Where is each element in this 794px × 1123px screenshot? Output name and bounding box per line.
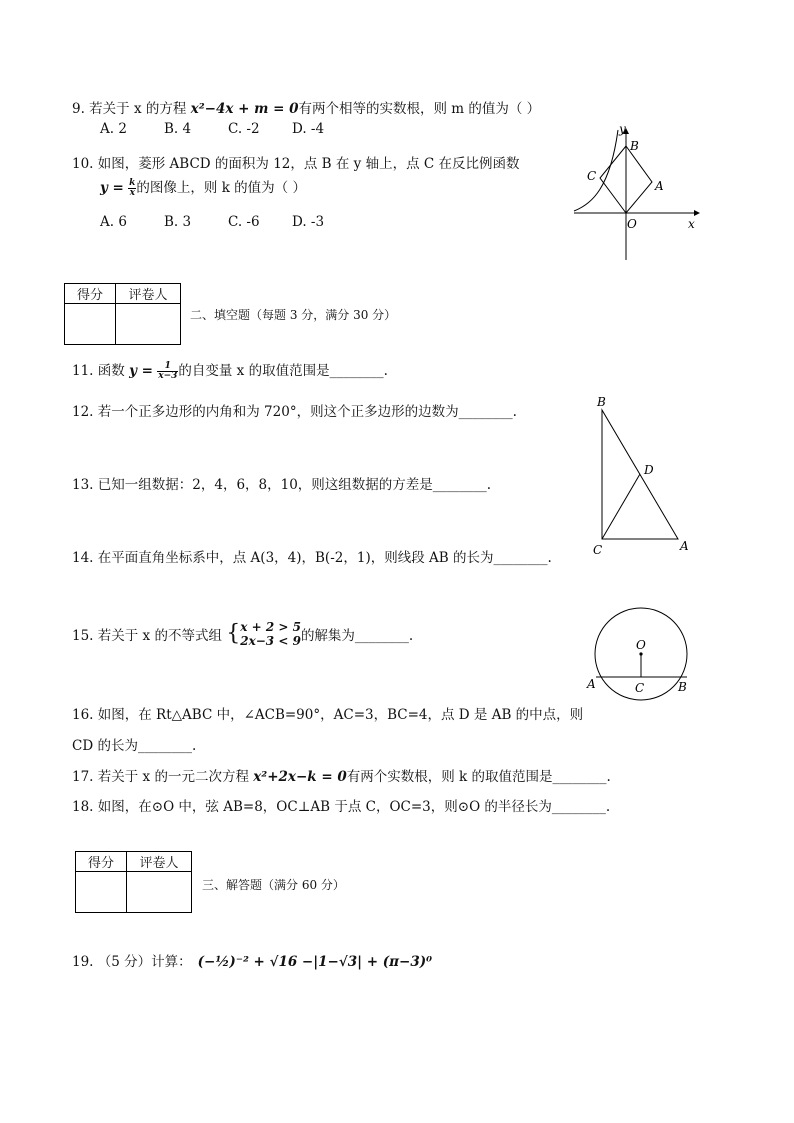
label-a: A [680,539,689,553]
q9-text-post: 有两个相等的实数根，则 m 的值为（ ） [298,101,541,117]
score-cell[interactable] [65,304,116,345]
score-cell[interactable] [76,872,127,913]
question-12: 12. 若一个正多边形的内角和为 720°，则这个正多边形的边数为________. [72,404,517,420]
q15-inequalities [240,620,301,648]
section-2-title: 二、填空题（每题 3 分，满分 30 分） [190,308,397,322]
q11-text-post: 的自变量 x 的取值范围是________. [178,363,388,379]
grader-header: 评卷人 [127,852,192,872]
figure-circle [584,604,696,704]
q10-frac-den: x [129,188,135,198]
question-9 [72,97,540,117]
label-b: B [630,139,639,153]
label-y: y [619,122,626,136]
q17-equation: x²+2x−k = 0 [253,769,347,785]
question-16-line2: CD 的长为________. [72,738,197,754]
question-11 [72,359,388,381]
q11-frac-num: 1 [157,362,178,372]
label-c: C [635,681,645,695]
question-18: 18. 如图，在⊙O 中，弦 AB=8，OC⊥AB 于点 C，OC=3，则⊙O 的半径长为________. [72,799,611,815]
q15-system: { [226,621,241,646]
q15-text-post: 的解集为________. [300,628,414,644]
q9-option-a: A. 2 [100,121,127,137]
question-14: 14. 在平面直角坐标系中，点 A(3，4)，B(-2，1)，则线段 AB 的长为________. [72,550,552,566]
q11-frac-den: x−3 [158,371,178,381]
label-o: O [636,638,646,652]
label-x: x [688,217,695,231]
figure-triangle [590,392,700,562]
label-c: C [593,543,603,557]
q10-y-eq: y = [100,180,124,196]
q15-text-pre: 15. 若关于 x 的不等式组 [72,628,227,644]
score-header: 得分 [65,284,116,304]
label-b: B [678,680,687,694]
q10-option-c: C. -6 [228,214,260,230]
question-15 [72,620,413,648]
figure-rhombus [570,120,702,262]
q19-expression: (−½)⁻² + √16 −|1−√3| + (π−3)⁰ [197,954,433,970]
center-point [639,652,642,655]
q10-frac-num: k [129,178,136,188]
q11-text-pre: 11. 函数 [72,363,130,379]
label-c: C [587,169,597,183]
score-table-2 [75,851,192,913]
q11-y-eq: y = [129,363,153,379]
q15-ineq-1: x + 2 > 5 [240,620,301,634]
q9-option-c: C. -2 [228,121,260,137]
q19-text-pre: 19. （5 分）计算： [72,954,192,970]
question-16-line1: 16. 如图，在 Rt△ABC 中，∠ACB=90°，AC=3，BC=4，点 D 是 AB 的中点，则 [72,707,584,723]
q9-text-pre: 9. 若关于 x 的方程 [72,101,191,117]
grader-cell[interactable] [127,872,192,913]
label-a: A [587,677,596,691]
label-o: O [627,217,637,231]
label-a: A [655,179,664,193]
q10-option-a: A. 6 [100,214,127,230]
question-10-line1: 10. 如图，菱形 ABCD 的面积为 12，点 B 在 y 轴上，点 C 在反比例函数 [72,156,520,172]
question-19 [72,950,432,970]
q10-options [100,214,356,230]
q9-options [100,121,356,137]
score-header: 得分 [76,852,127,872]
question-13: 13. 已知一组数据：2，4，6，8，10，则这组数据的方差是________. [72,477,492,493]
score-table-1 [64,283,181,345]
q17-text-pre: 17. 若关于 x 的一元二次方程 [72,769,254,785]
grader-cell[interactable] [116,304,181,345]
q9-option-b: B. 4 [164,121,192,137]
x-axis-arrow [694,210,700,216]
question-17 [72,765,611,785]
q10-option-d: D. -3 [292,214,325,230]
section-3-title: 三、解答题（满分 60 分） [202,878,345,892]
question-10-line2 [100,176,306,198]
q9-equation: x²−4x + m = 0 [190,101,299,117]
q15-ineq-2: 2x−3 < 9 [240,634,301,648]
segment-cd [602,474,640,539]
grader-header: 评卷人 [116,284,181,304]
q9-option-d: D. -4 [292,121,325,137]
q10-text-post: 的图像上，则 k 的值为（ ） [136,180,306,196]
label-d: D [644,463,654,477]
q11-fraction [157,362,178,381]
q10-option-b: B. 3 [164,214,192,230]
label-b: B [597,395,606,409]
q17-text-post: 有两个实数根，则 k 的取值范围是________. [346,769,611,785]
